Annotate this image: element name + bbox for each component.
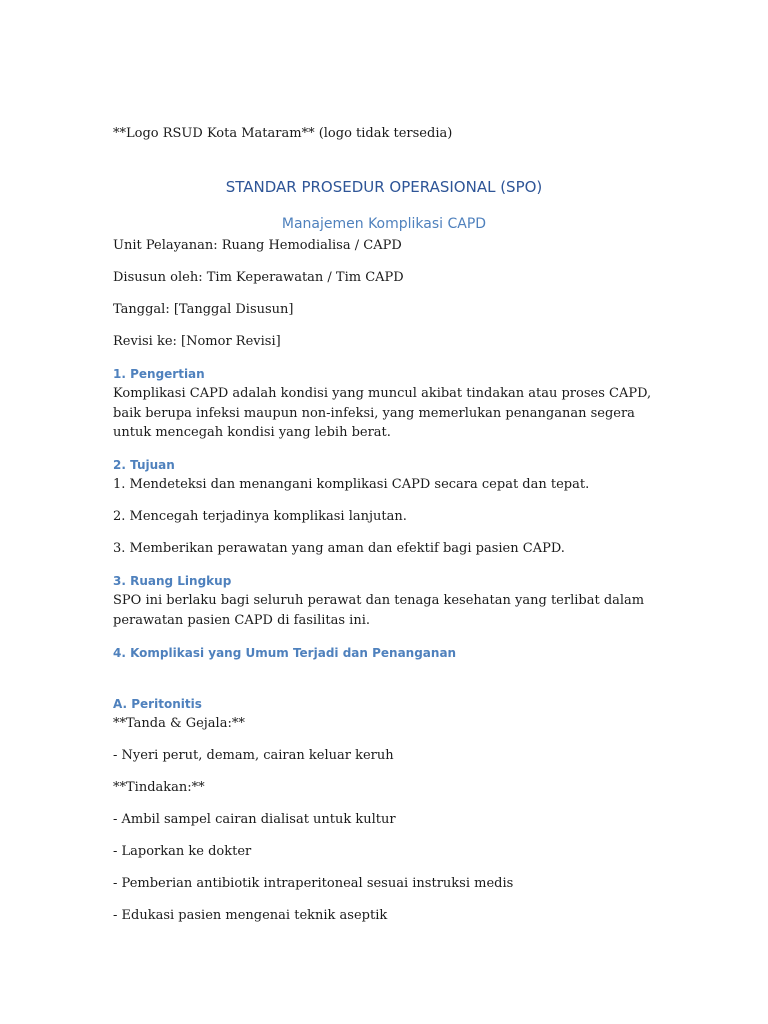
- meta-author: Disusun oleh: Tim Keperawatan / Tim CAPD: [113, 270, 404, 285]
- document-subtitle: Manajemen Komplikasi CAPD: [281, 216, 487, 232]
- signs-label: **Tanda & Gejala:**: [113, 716, 245, 731]
- meta-revision: Revisi ke: [Nomor Revisi]: [113, 334, 281, 349]
- meta-unit: Unit Pelayanan: Ruang Hemodialisa / CAPD: [113, 238, 402, 253]
- tujuan-item: 2. Mencegah terjadinya komplikasi lanjutan.: [113, 509, 407, 524]
- section-heading-pengertian: 1. Pengertian: [113, 367, 205, 381]
- meta-date: Tanggal: [Tanggal Disusun]: [113, 302, 294, 317]
- section-body-pengertian: Komplikasi CAPD adalah kondisi yang muncul akibat tindakan atau proses CAPD, baik berupa infeksi maupun non-infeksi, yang memerlukan penanganan segera untuk mencegah kondisi yang lebih berat.: [113, 386, 652, 440]
- actions-item: - Edukasi pasien mengenai teknik aseptik: [113, 908, 388, 923]
- section-body-ruang-lingkup: SPO ini berlaku bagi seluruh perawat dan tenaga kesehatan yang terlibat dalam perawatan pasien CAPD di fasilitas ini.: [113, 593, 645, 628]
- tujuan-item: 3. Memberikan perawatan yang aman dan efektif bagi pasien CAPD.: [113, 541, 565, 556]
- tujuan-item: 1. Mendeteksi dan menangani komplikasi CAPD secara cepat dan tepat.: [113, 477, 590, 492]
- section-heading-komplikasi: 4. Komplikasi yang Umum Terjadi dan Penanganan: [113, 646, 457, 660]
- actions-item: - Ambil sampel cairan dialisat untuk kultur: [113, 812, 396, 827]
- actions-item: - Laporkan ke dokter: [113, 844, 252, 859]
- subsection-heading-peritonitis: A. Peritonitis: [113, 697, 202, 711]
- signs-item: - Nyeri perut, demam, cairan keluar keruh: [113, 748, 394, 763]
- logo-placeholder-text: **Logo RSUD Kota Mataram** (logo tidak tersedia): [113, 126, 453, 141]
- section-heading-tujuan: 2. Tujuan: [113, 458, 175, 472]
- document-title: STANDAR PROSEDUR OPERASIONAL (SPO): [225, 178, 543, 196]
- section-heading-ruang-lingkup: 3. Ruang Lingkup: [113, 574, 232, 588]
- actions-label: **Tindakan:**: [113, 780, 205, 795]
- actions-item: - Pemberian antibiotik intraperitoneal sesuai instruksi medis: [113, 876, 514, 891]
